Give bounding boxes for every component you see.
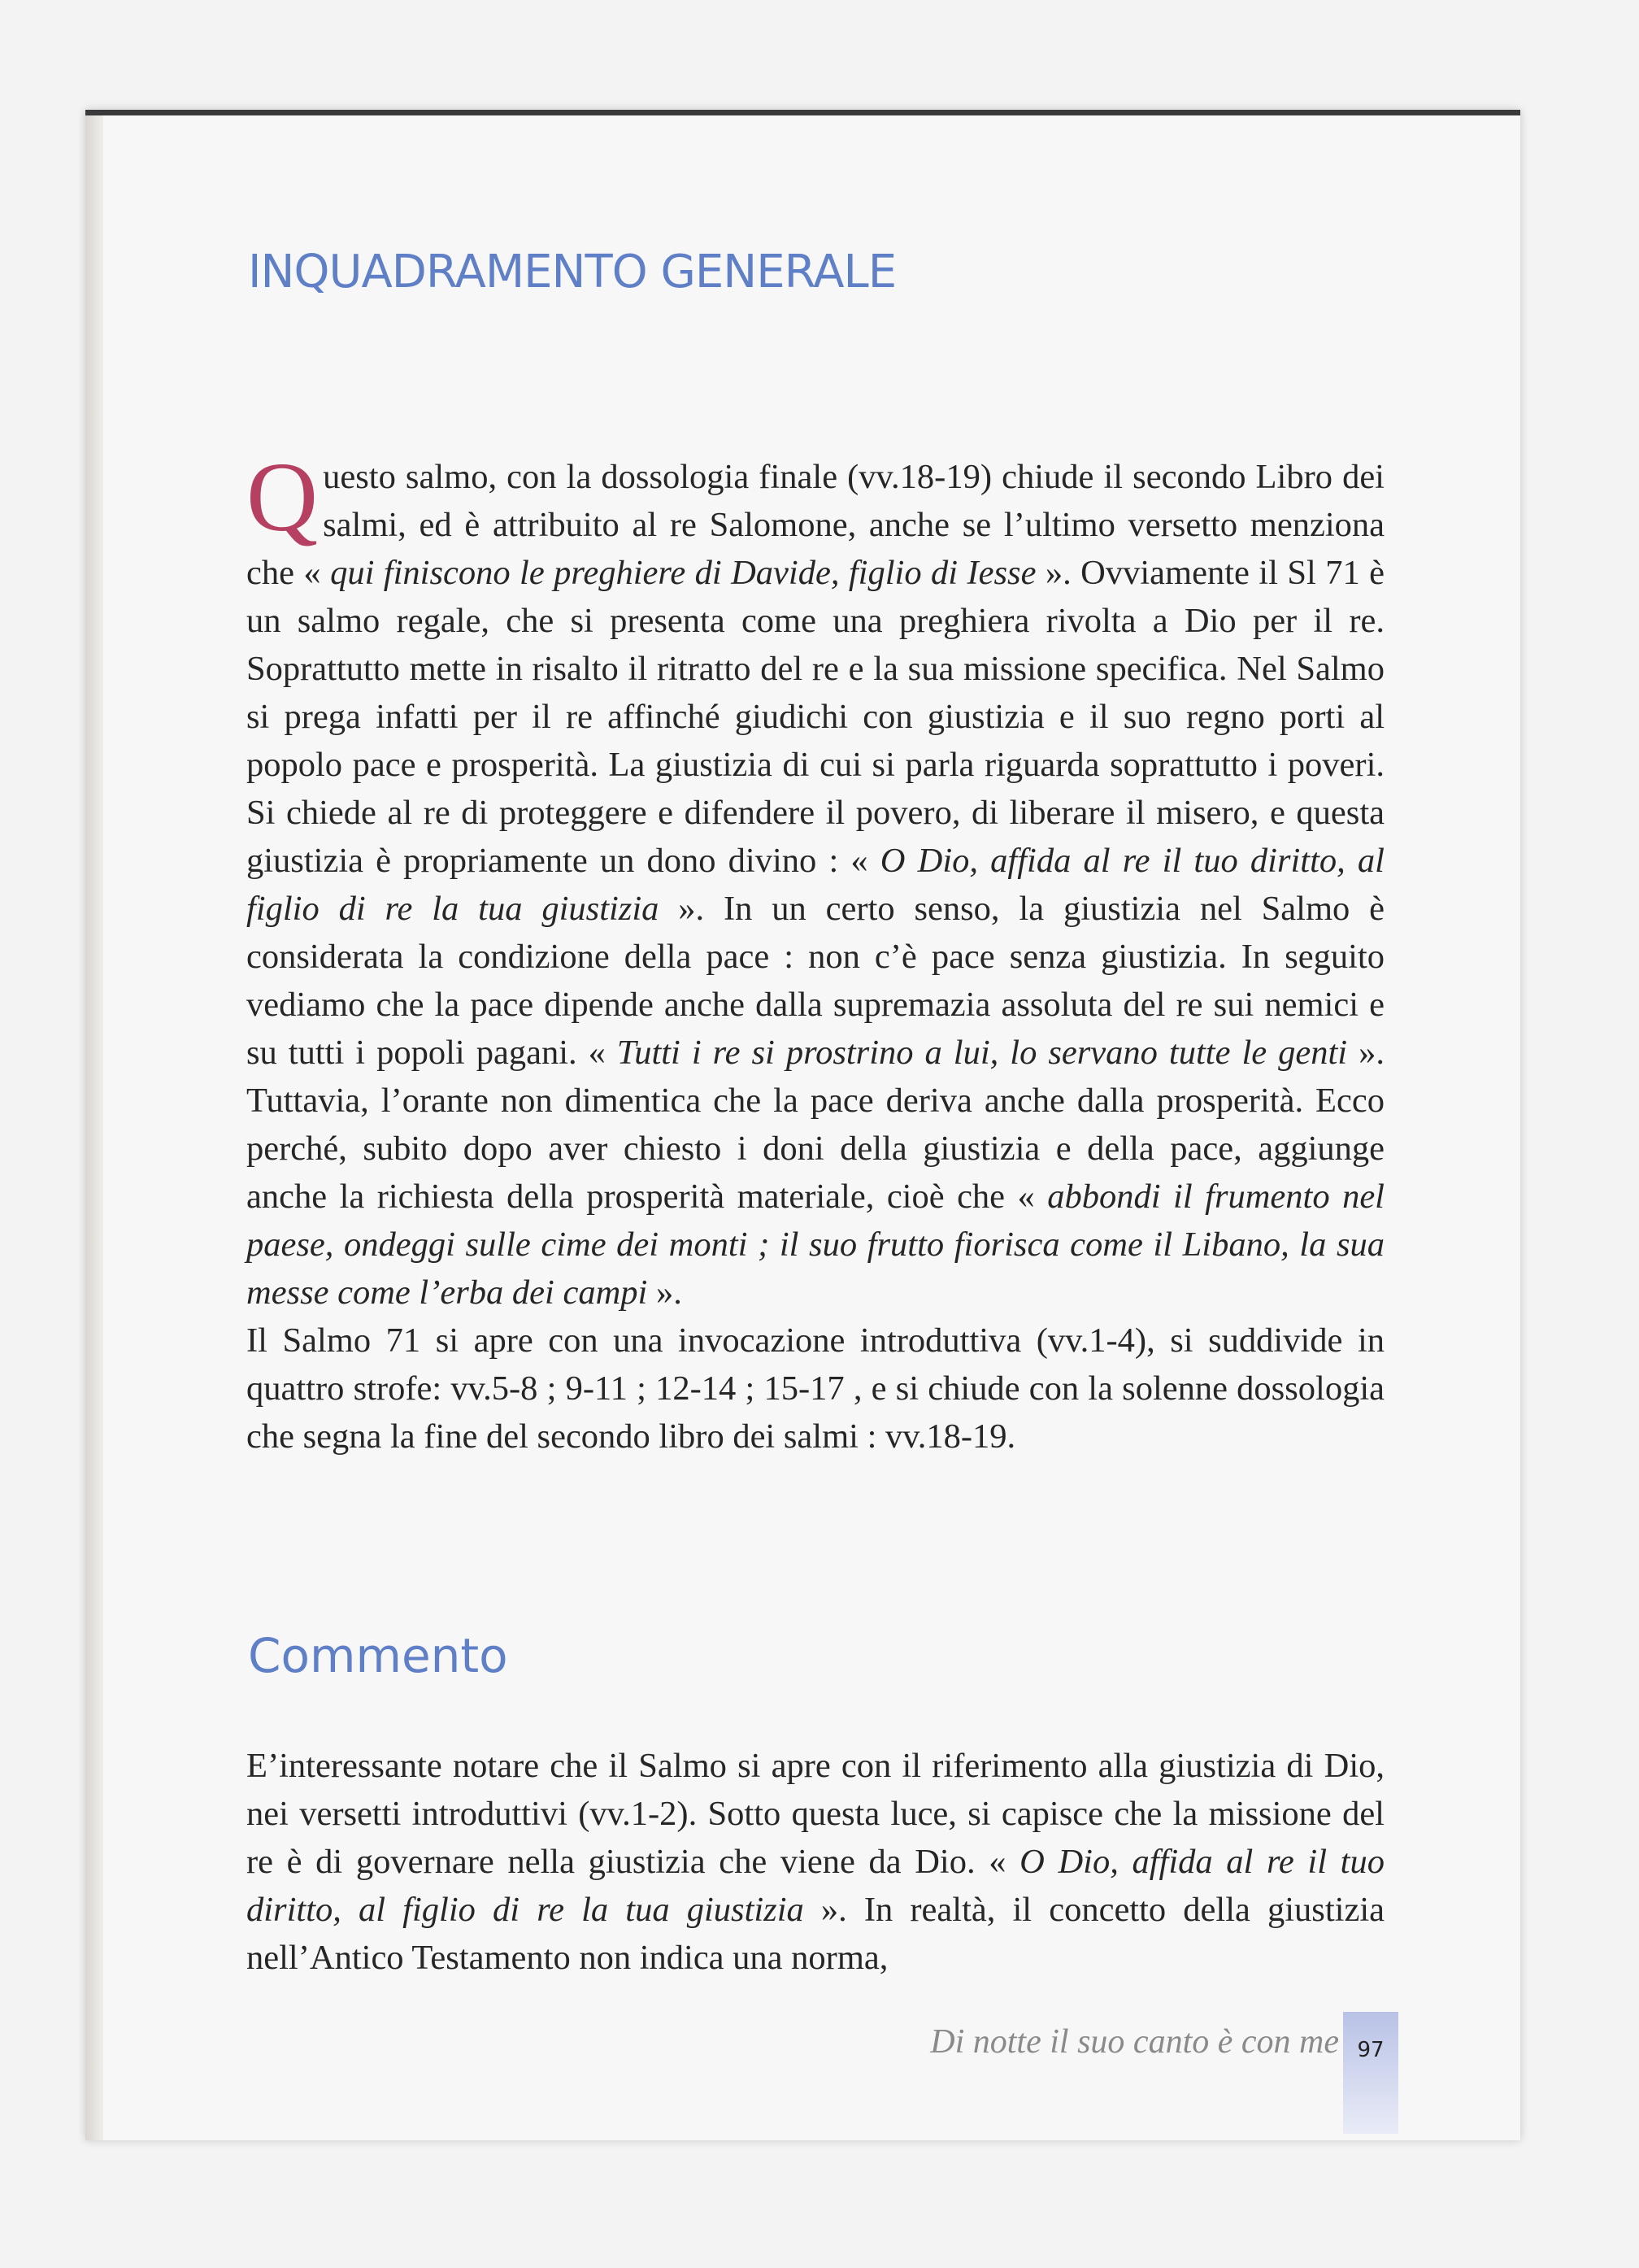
quote-3: Tutti i re si prostrino a lui, lo servano tutte le genti (605, 1034, 1359, 1072)
intro-text-5: ». (655, 1273, 682, 1312)
intro-text-4: ». Tuttavia, l’orante non dimentica che la pace deriva anche dalla prosperità. Ecco perché, subito dopo aver chiesto i doni della giustizia e della pace, aggiunge anche la richiesta della prosperità materiale, cioè che « (246, 1034, 1385, 1216)
running-footer-title: Di notte il suo canto è con me (930, 2023, 1339, 2061)
intro-text-1: uesto salmo, con la dossologia finale (vv.18-19) chiude il secondo Libro dei salmi, ed è attribuito al re Salomone, anche se l’ultimo versetto menziona che « (246, 458, 1385, 592)
intro-paragraph-1 (246, 442, 1385, 1317)
commento-paragraph (246, 1742, 1385, 1982)
commento-body (246, 1742, 1385, 1982)
intro-body (246, 442, 1385, 1460)
quote-4: abbondi il frumento nel paese, ondeggi sulle cime dei monti ; il suo frutto fiorisca come il Libano, la sua messe come l’erba dei campi (246, 1178, 1385, 1312)
quote-1: qui finiscono le preghiere di Davide, figlio di Iesse (320, 554, 1046, 592)
quote-2: O Dio, affida al re il tuo diritto, al figlio di re la tua giustizia (246, 842, 1385, 928)
section-heading-commento: Commento (248, 1628, 508, 1683)
intro-paragraph-2: Il Salmo 71 si apre con una invocazione introduttiva (vv.1-4), si suddivide in quattro strofe: vv.5-8 ; 9-11 ; 12-14 ; 15-17 , e si chiude con la solenne dossologia che segna la fine del secondo libro dei salmi : vv.18-19. (246, 1321, 1385, 1456)
section-heading-inquadramento: INQUADRAMENTO GENERALE (248, 246, 897, 298)
book-page (85, 110, 1520, 2140)
page-number-tab: 97 (1343, 2012, 1398, 2134)
intro-text-3: ». In un certo senso, la giustizia nel Salmo è considerata la condizione della pace : non c’è pace senza giustizia. In seguito vediamo che la pace dipende anche dalla supremazia assoluta del re sui nemici e su tutti i popoli pagani. « (246, 890, 1385, 1072)
intro-text-2: ». Ovviamente il Sl 71 è un salmo regale, che si presenta come una preghiera rivolta a Dio per il re. Soprattutto mette in risalto il ritratto del re e la sua missione specifica. Nel Salmo si prega infatti per il re affinché giudichi con giustizia e il suo regno porti al popolo pace e prosperità. La giustizia di cui si parla riguarda soprattutto i poveri. Si chiede al re di proteggere e difendere il povero, di liberare il misero, e questa giustizia è propriamente un dono divino : « (246, 554, 1385, 880)
commento-text-1: E’interessante notare che il Salmo si apre con il riferimento alla giustizia di Dio, nei versetti introduttivi (vv.1-2). Sotto questa luce, si capisce che la missione del re è di governare nella giustizia che viene da Dio. « (246, 1747, 1385, 1881)
commento-text-2: ». In realtà, il concetto della giustizia nell’Antico Testamento non indica una norma, (246, 1891, 1385, 1977)
commento-quote: O Dio, affida al re il tuo diritto, al figlio di re la tua giustizia (246, 1843, 1385, 1929)
drop-cap: Q (246, 442, 319, 552)
